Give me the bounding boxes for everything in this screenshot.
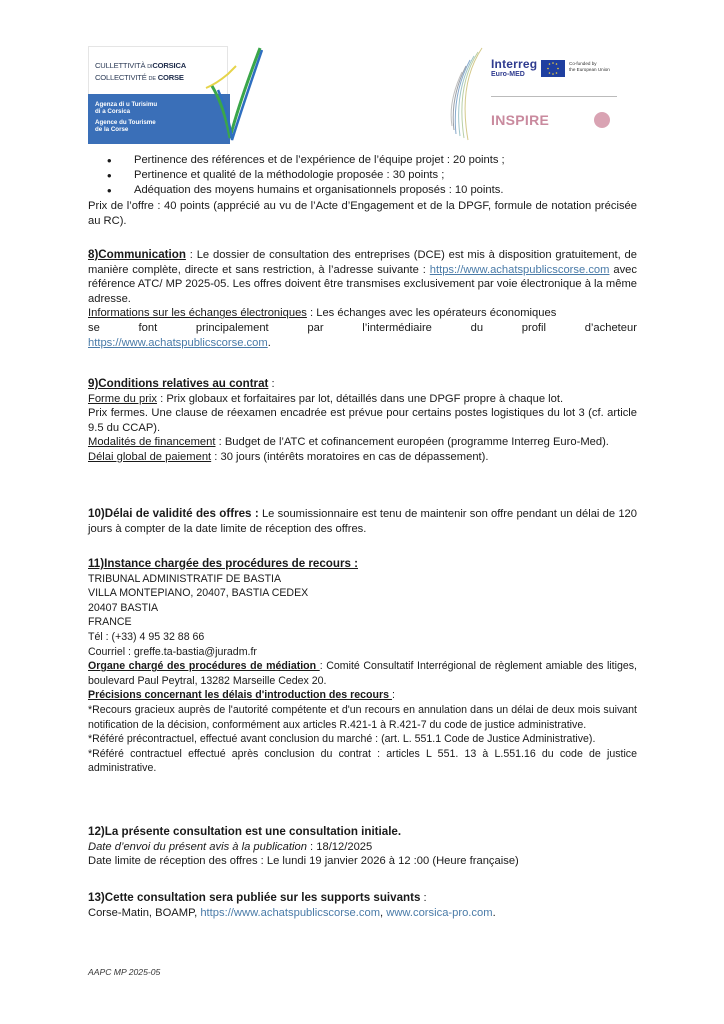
criteria-item: • Pertinence et qualité de la méthodologie proposée : 30 points ; [100,168,640,183]
acheteur-profile-link[interactable]: https://www.achatspublicscorse.com [88,336,268,349]
section-heading: 11)Instance chargée des procédures de recours : [88,557,358,570]
concentric-arcs-icon [448,44,488,144]
section-offer-validity: 10)Délai de validité des offres : Le soumissionnaire est tenu de maintenir son offre pendant un délai de 120 jours à compter de la date limite de réception des offres. [88,507,637,535]
court-email: Courriel : greffe.ta-bastia@juradm.fr [88,645,257,658]
subheading: Informations sur les échanges électroniques [88,307,307,320]
criteria-item: • Pertinence des références et de l’expérience de l’équipe projet : 20 points ; [100,153,640,168]
agency-banner: Agenza di u Turisimu di a Corsica Agence du Tourisme de la Corse [88,94,230,144]
achatspublics-link[interactable]: https://www.achatspublicscorse.com [429,263,610,276]
section-heading: 13)Cette consultation sera publiée sur les supports suivants [88,891,421,904]
criteria-list [100,153,640,199]
section-appeals: 11)Instance chargée des procédures de recours : TRIBUNAL ADMINISTRATIF DE BASTIA VILLA MONTEPIANO, 20407, BASTIA CEDEX 20407 BASTIA FRANCE Tél : (+33) 4 95 32 88 66 Courriel : greffe.ta-bastia@juradm.fr Organe chargé des procédures de médiation : Comité Consultatif Interrégional de règlement amiable des litiges, boulevard Paul Peytral, 13282 Marseille Cedex 20. Précisions concernant les délais d'introduction des recours : *Recours gracieux auprès de l'autorité compétente et d'un recours en annulation dans un délai de deux mois suivant notification de la décision, conformément aux articles R.421-1 à R.421-7 du code de justice administrative. *Référé précontractuel, effectué avant conclusion du marché : (art. L. 551.1 Code de Justice Administrative). *Référé contractuel effectué après conclusion du contrat : articles L 551. 13 à L.551.16 du code de justice administrative. [88,557,637,775]
achatspublics-link[interactable]: https://www.achatspublicscorse.com [200,906,381,919]
v-swoosh-icon [88,46,263,144]
project-seal-icon [594,112,610,128]
collectivite-de-corse-logo: CULLETTIVITÀ DICORSICA COLLECTIVITÉ DE CORSE Agenza di u Turisimu di a Corsica Agence du Tourisme de la Corse [88,46,263,144]
section-heading: 10)Délai de validité des offres : [88,507,259,520]
section-communication: 8)Communication : Le dossier de consultation des entreprises (DCE) est mis à disposition gratuitement, de manière complète, directe et sans restriction, à l’adresse suivante : https://www.achatspublicscorse.com avec référence ATC/ MP 2025-05. Les offres doivent être transmises exclusivement par voie électronique à la même adresse. Informations sur les échanges électroniques : Les échanges avec les opérateurs économiques se font principalement par l’intermédiaire du profil d’acheteur https://www.achatspublicscorse.com. [88,248,637,349]
section-publication: 13)Cette consultation sera publiée sur les supports suivants : Corse-Matin, BOAMP, https://www.achatspublicscorse.com, www.corsica-pro.com. [88,891,496,919]
price-criterion: Prix de l’offre : 40 points (apprécié au vu de l’Acte d’Engagement et de la DPGF, formule de notation précisée au RC). [88,200,637,227]
section-contract-conditions: 9)Conditions relatives au contrat : Forme du prix : Prix globaux et forfaitaires par lot, détaillés dans une DPGF propre à chaque lot. Prix fermes. Une clause de réexamen encadrée est prévue pour certains postes logistiques du lot 3 (cf. article 9.5 du CCAP). Modalités de financement : Budget de l’ATC et cofinancement européen (programme Interreg Euro-Med). Délai global de paiement : 30 jours (intérêts moratoires en cas de dépassement). [88,377,637,463]
section-heading: 8)Communication [88,248,186,261]
interreg-inspire-logo: Interreg Euro-MED Co-funded by the European Union INSPIRE [448,44,638,144]
criteria-item: • Adéquation des moyens humains et organisationnels proposés : 10 points. [100,183,640,198]
footer-reference: AAPC MP 2025-05 [88,967,161,977]
corsica-pro-link[interactable]: www.corsica-pro.com [386,906,493,919]
section-initial-consultation: 12)La présente consultation est une consultation initiale. Date d’envoi du présent avis à la publication : 18/12/2025 Date limite de réception des offres : Le lundi 19 janvier 2026 à 12 :00 (Heure française) [88,825,637,869]
section-heading: 12)La présente consultation est une consultation initiale. [88,825,402,838]
logo-divider [491,96,617,97]
section-heading: 9)Conditions relatives au contrat [88,377,269,390]
eu-flag-icon [541,60,565,77]
